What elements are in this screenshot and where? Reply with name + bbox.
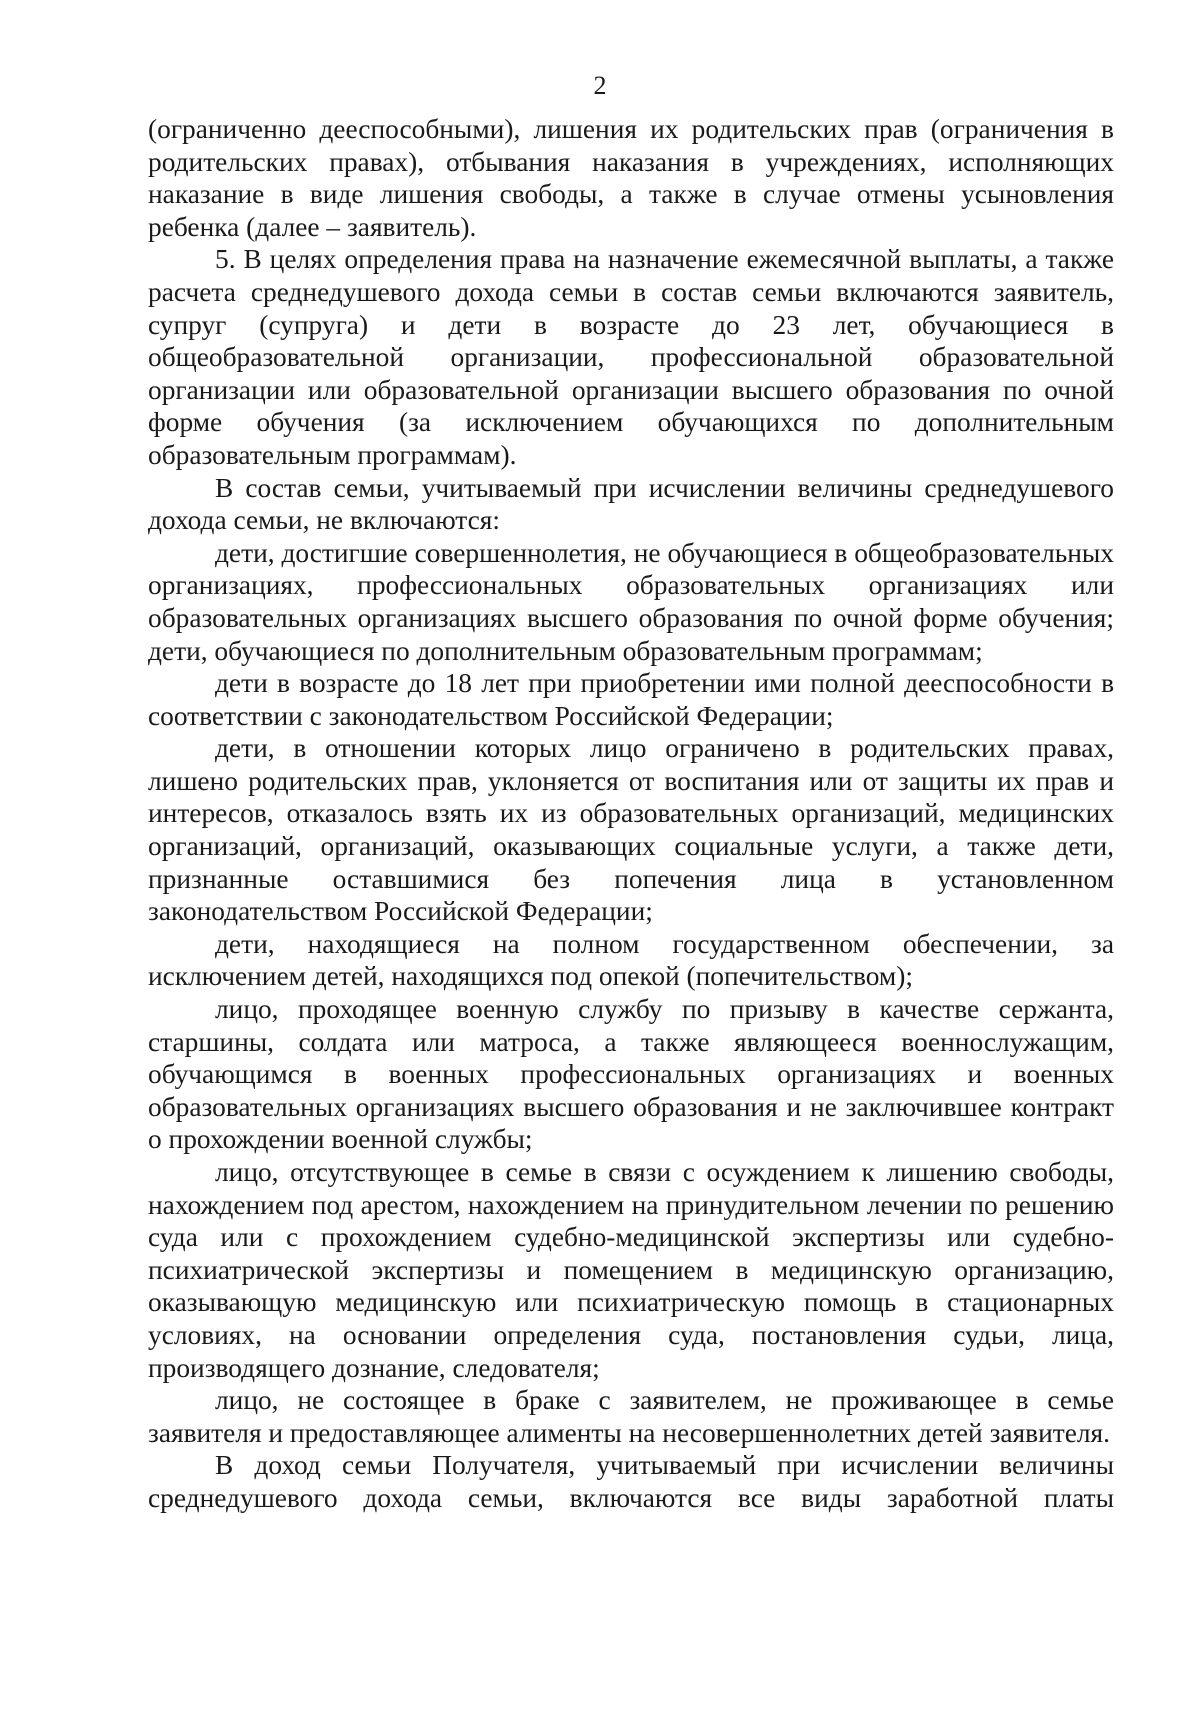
paragraph-family-exclusions-intro: В состав семьи, учитываемый при исчислении величины среднедушевого дохода семьи, не включаются: xyxy=(148,472,1114,536)
paragraph-absent-person: лицо, отсутствующее в семье в связи с осуждением к лишению свободы, нахождением под арестом, нахождением на принудительном лечении по решению суда или с прохождением судебно-медицинской экспертизы или судебно-психиатрической экспертизы и помещением в медицинскую организацию, оказывающую медицинскую или психиатрическую помощь в стационарных условиях, на основании определения суда, постановления судьи, лица, производящего дознание, следователя; xyxy=(148,1157,1114,1383)
paragraph-non-spouse-alimony: лицо, не состоящее в браке с заявителем, не проживающее в семье заявителя и предоставляющее алименты на несовершеннолетних детей заявителя. xyxy=(148,1385,1114,1448)
paragraph-continuation: (ограниченно дееспособными), лишения их родительских прав (ограничения в родительских правах), отбывания наказания в учреждениях, исполняющих наказание в виде лишения свободы, а также в случае отмены усыновления ребенка (далее – заявитель). xyxy=(148,114,1114,242)
paragraph-adult-children: дети, достигшие совершеннолетия, не обучающиеся в общеобразовательных организациях, профессиональных образовательных организациях или образовательных организациях высшего образования по очной форме обучения; дети, обучающиеся по дополнительным образовательным программам; xyxy=(148,537,1114,666)
paragraph-military-conscript: лицо, проходящее военную службу по призыву в качестве сержанта, старшины, солдата или матроса, а также являющееся военнослужащим, обучающимся в военных профессиональных организациях и военных образовательных организациях высшего образования и не заключившее контракт о прохождении военной службы; xyxy=(148,994,1114,1155)
page-number: 2 xyxy=(593,71,607,100)
paragraph-state-supported-children: дети, находящиеся на полном государственном обеспечении, за исключением детей, находящихся под опекой (попечительством); xyxy=(148,928,1114,992)
document-body xyxy=(148,113,1114,1515)
paragraph-restricted-rights-children: дети, в отношении которых лицо ограничено в родительских правах, лишено родительских прав, уклоняется от воспитания или от защиты их прав и интересов, отказалось взять их из образовательных организаций, медицинских организаций, организаций, оказывающих социальные услуги, а также дети, признанные оставшимися без попечения лица в установленном законодательством Российской Федерации; xyxy=(148,733,1114,927)
paragraph-item-5: 5. В целях определения права на назначение ежемесячной выплаты, а также расчета среднедушевого дохода семьи в состав семьи включаются заявитель, супруг (супруга) и дети в возрасте до 23 лет, обучающиеся в общеобразовательной организации, профессиональной образовательной организации или образовательной организации высшего образования по очной форме обучения (за исключением обучающихся по дополнительным образовательным программам). xyxy=(148,244,1114,470)
paragraph-family-income: В доход семьи Получателя, учитываемый при исчислении величины среднедушевого дохода семьи, включаются все виды заработной платы xyxy=(148,1450,1114,1513)
paragraph-emancipated-children: дети в возрасте до 18 лет при приобретении ими полной дееспособности в соответствии с законодательством Российской Федерации; xyxy=(148,668,1114,731)
